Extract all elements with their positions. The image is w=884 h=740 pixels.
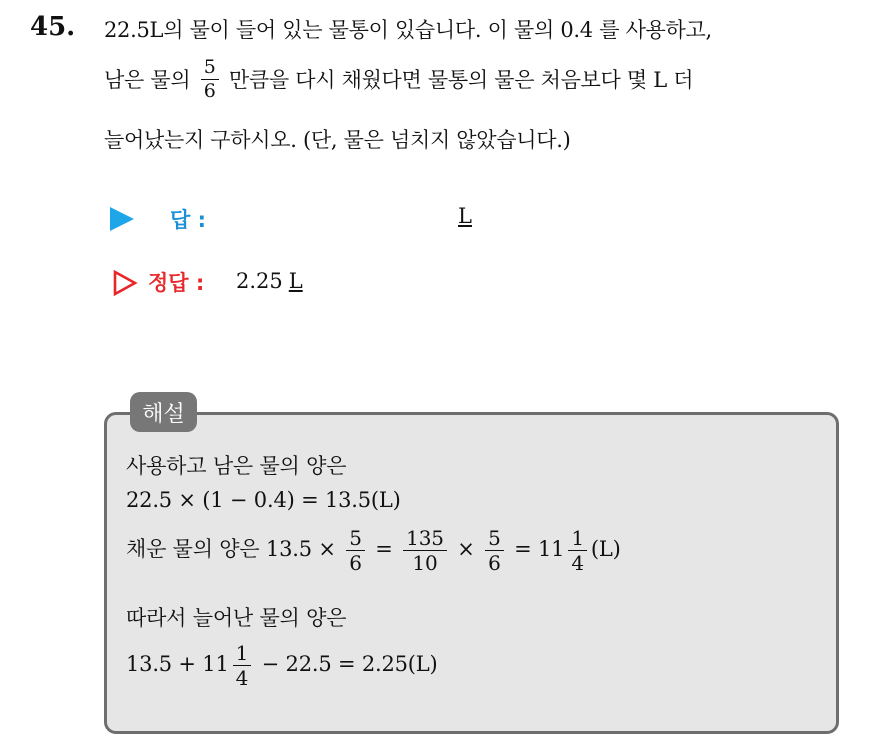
solution-line-5-post: − 22.5 = 2.25(L)	[261, 652, 438, 676]
equals-eleven: = 11	[514, 537, 565, 561]
fraction-denominator: 6	[488, 551, 501, 575]
fraction-numerator: 5	[485, 528, 504, 551]
mixed-number-eleven-quarter	[514, 526, 591, 575]
solution-line-5-pre: 13.5 + 11	[126, 652, 229, 676]
question-number: 45.	[30, 12, 76, 42]
fraction-denominator: 10	[412, 551, 438, 575]
solution-line-1: 사용하고 남은 물의 양은	[126, 454, 347, 478]
correct-answer-unit: L	[288, 269, 303, 293]
question-line-1: 22.5L의 물이 들어 있는 물통이 있습니다. 이 물의 0.4 를 사용하고,	[104, 18, 712, 42]
correct-answer-label: 정답 :	[148, 271, 205, 295]
fraction-135-tenths	[403, 528, 447, 573]
fraction-five-sixths	[346, 528, 365, 573]
solution-line-3-post: (L)	[590, 537, 621, 561]
outline-triangle-icon	[112, 270, 138, 296]
fraction-numerator: 135	[403, 528, 447, 551]
solution-line-2: 22.5 × (1 − 0.4) = 13.5(L)	[126, 488, 401, 512]
solution-line-5	[126, 643, 438, 688]
equals-sign: =	[375, 537, 393, 561]
fraction-denominator: 4	[571, 551, 584, 575]
correct-answer-value: 2.25	[236, 269, 283, 293]
fraction-one-quarter	[233, 643, 252, 688]
fraction-numerator: 1	[568, 528, 587, 551]
answer-unit: L	[458, 204, 472, 228]
times-sign: ×	[457, 537, 475, 561]
solution-tab: 해설	[130, 392, 197, 432]
correct-answer-row	[108, 266, 528, 300]
solution-line-4: 따라서 늘어난 물의 양은	[126, 606, 347, 630]
fraction-five-sixths	[201, 58, 219, 101]
fraction-numerator: 5	[346, 528, 365, 551]
play-triangle-icon	[110, 207, 134, 231]
question-line-2	[104, 56, 694, 103]
question-line-2-post: 만큼을 다시 채웠다면 물통의 물은 처음보다 몇 L 더	[228, 68, 694, 92]
fraction-numerator: 1	[233, 643, 252, 666]
solution-line-3	[126, 528, 621, 573]
answer-row	[108, 202, 528, 236]
solution-line-3-pre: 채운 물의 양은 13.5 ×	[126, 537, 336, 561]
fraction-one-quarter	[568, 528, 587, 573]
fraction-five-sixths	[485, 528, 504, 573]
mixed-number-eleven-quarter	[126, 641, 255, 690]
question-line-3: 늘어났는지 구하시오. (단, 물은 넘치지 않았습니다.)	[104, 128, 571, 152]
fraction-denominator: 4	[235, 666, 249, 690]
correct-answer-value-wrap	[236, 269, 303, 293]
fraction-denominator: 6	[203, 80, 216, 102]
fraction-denominator: 6	[349, 551, 362, 575]
fraction-numerator: 5	[201, 58, 219, 80]
question-line-2-pre: 남은 물의	[104, 68, 191, 92]
answer-label: 답 :	[170, 208, 206, 232]
